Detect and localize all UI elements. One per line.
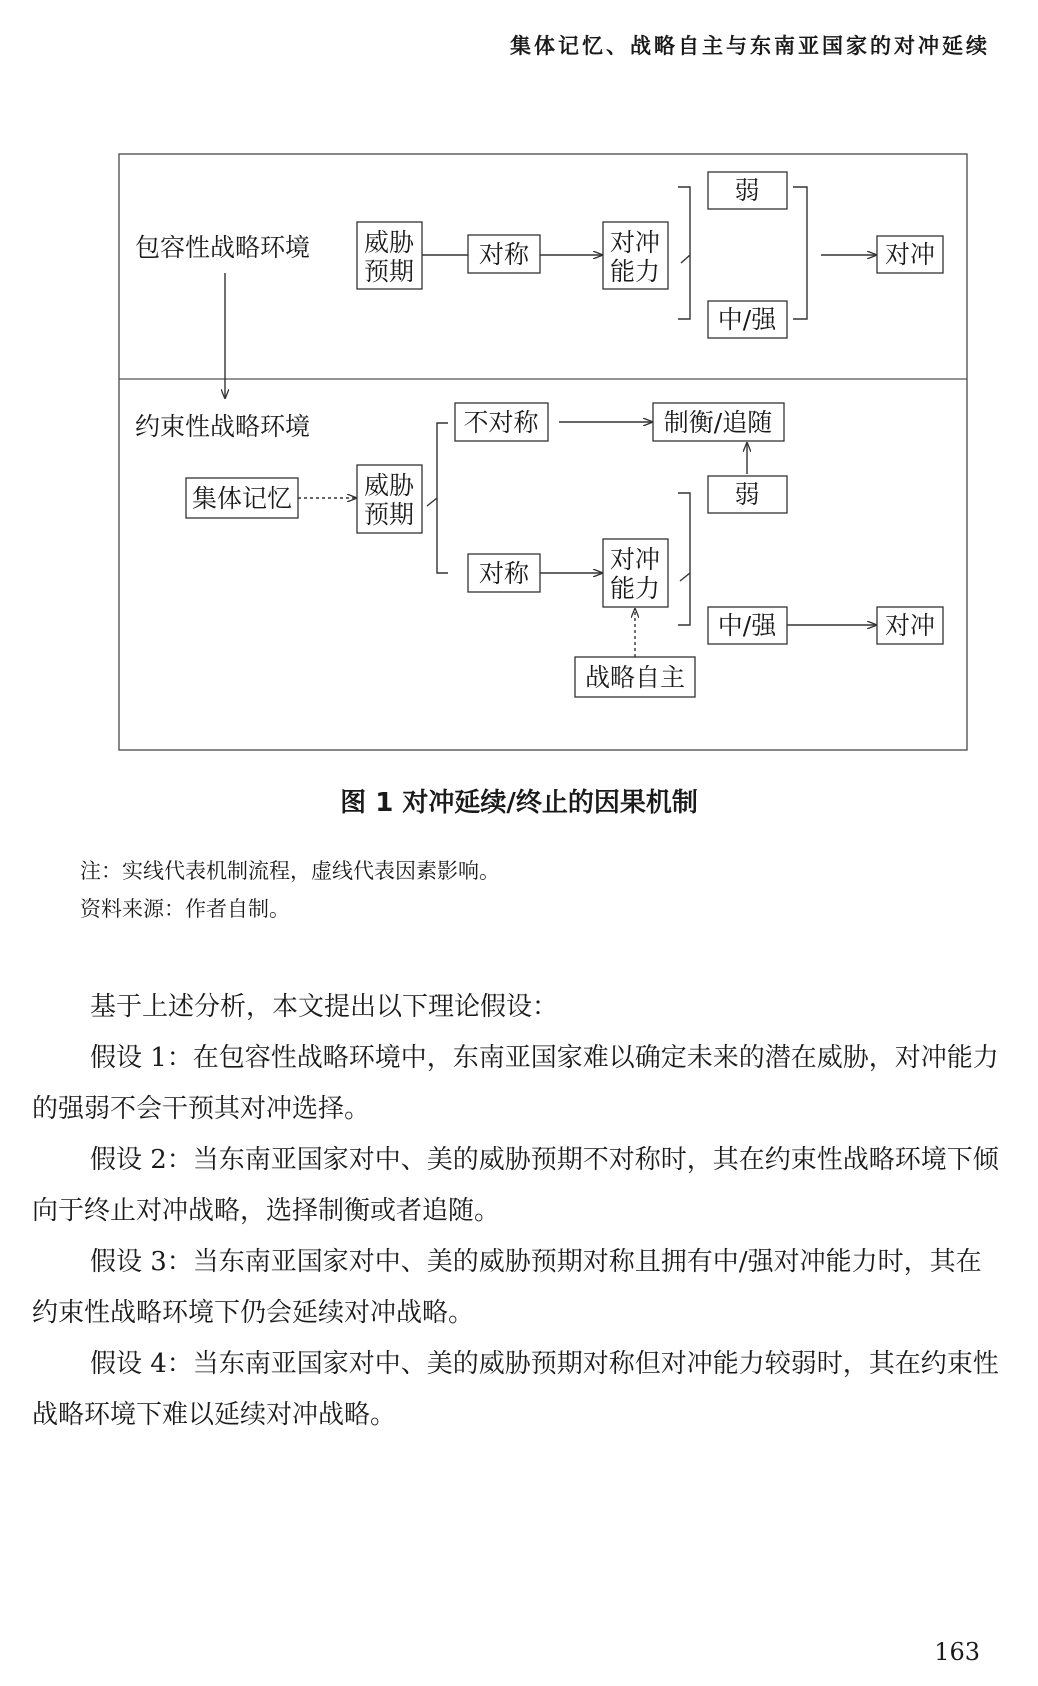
bottom-threat-expectation-box <box>357 465 422 533</box>
top-hedging-outcome-box <box>877 236 943 273</box>
bottom-medium-strong-box <box>708 607 787 644</box>
top-symmetric-box <box>468 235 540 273</box>
top-capability-line2: 能力 <box>609 257 661 286</box>
bottom-hedging-outcome-box <box>877 607 943 644</box>
collective-memory-label: 集体记忆 <box>191 484 293 513</box>
bottom-symmetric-box <box>468 554 540 592</box>
bottom-symmetric-label: 对称 <box>478 559 530 588</box>
bottom-threat-line2: 预期 <box>363 500 415 529</box>
top-threat-line1: 威胁 <box>363 228 415 257</box>
causal-mechanism-figure <box>118 153 968 751</box>
top-merge-bracket <box>793 187 807 319</box>
balance-follow-label: 制衡/追随 <box>663 408 773 437</box>
diagram-canvas <box>118 153 968 751</box>
top-capability-box <box>603 222 668 289</box>
bottom-split-bracket <box>427 423 448 573</box>
top-weak-label: 弱 <box>734 176 760 205</box>
paragraph-hypothesis-4: 假设 4：当东南亚国家对中、美的威胁预期对称但对冲能力较弱时，其在约束性战略环境下难以延续对冲战略。 <box>32 1349 999 1430</box>
bottom-hedging-outcome-label: 对冲 <box>884 611 936 640</box>
balance-follow-box <box>653 403 784 441</box>
bottom-weak-box <box>708 476 787 513</box>
top-symmetric-label: 对称 <box>478 240 530 269</box>
paragraph-hypothesis-2: 假设 2：当东南亚国家对中、美的威胁预期不对称时，其在约束性战略环境下倾向于终止对冲战略，选择制衡或者追随。 <box>32 1145 999 1226</box>
bottom-weak-label: 弱 <box>734 480 760 509</box>
figure-note: 注：实线代表机制流程，虚线代表因素影响。 <box>80 859 500 883</box>
top-threat-expectation-box <box>357 222 422 289</box>
restrictive-environment-label: 约束性战略环境 <box>135 412 311 441</box>
strategic-autonomy-box <box>575 657 695 697</box>
paragraph-intro: 基于上述分析，本文提出以下理论假设： <box>90 992 559 1022</box>
asymmetric-label: 不对称 <box>463 408 539 437</box>
top-hedging-outcome-label: 对冲 <box>884 240 936 269</box>
bottom-capability-bracket <box>678 493 690 625</box>
bottom-threat-line1: 威胁 <box>363 471 415 500</box>
top-medium-strong-box <box>708 301 787 338</box>
bottom-capability-box <box>603 539 668 607</box>
paragraph-hypothesis-1: 假设 1：在包容性战略环境中，东南亚国家难以确定未来的潜在威胁，对冲能力的强弱不会干预其对冲选择。 <box>32 1043 999 1124</box>
asymmetric-box <box>455 403 548 441</box>
inclusive-environment-label: 包容性战略环境 <box>135 233 311 262</box>
top-capability-line1: 对冲 <box>609 228 661 257</box>
top-split-bracket <box>678 187 690 319</box>
bottom-capability-line1: 对冲 <box>609 545 661 574</box>
strategic-autonomy-label: 战略自主 <box>584 663 686 692</box>
collective-memory-box <box>186 478 298 518</box>
paragraph-hypothesis-3: 假设 3：当东南亚国家对中、美的威胁预期对称且拥有中/强对冲能力时，其在约束性战略环境下仍会延续对冲战略。 <box>32 1247 982 1328</box>
top-medium-strong-label: 中/强 <box>717 305 777 334</box>
page-number: 163 <box>934 1638 980 1666</box>
figure-caption: 图 1 对冲延续/终止的因果机制 <box>340 788 698 818</box>
figure-source: 资料来源：作者自制。 <box>80 897 290 921</box>
running-header: 集体记忆、战略自主与东南亚国家的对冲延续 <box>510 34 990 58</box>
top-threat-line2: 预期 <box>363 257 415 286</box>
bottom-capability-line2: 能力 <box>609 574 661 603</box>
top-weak-box <box>708 172 787 209</box>
bottom-medium-strong-label: 中/强 <box>717 611 777 640</box>
